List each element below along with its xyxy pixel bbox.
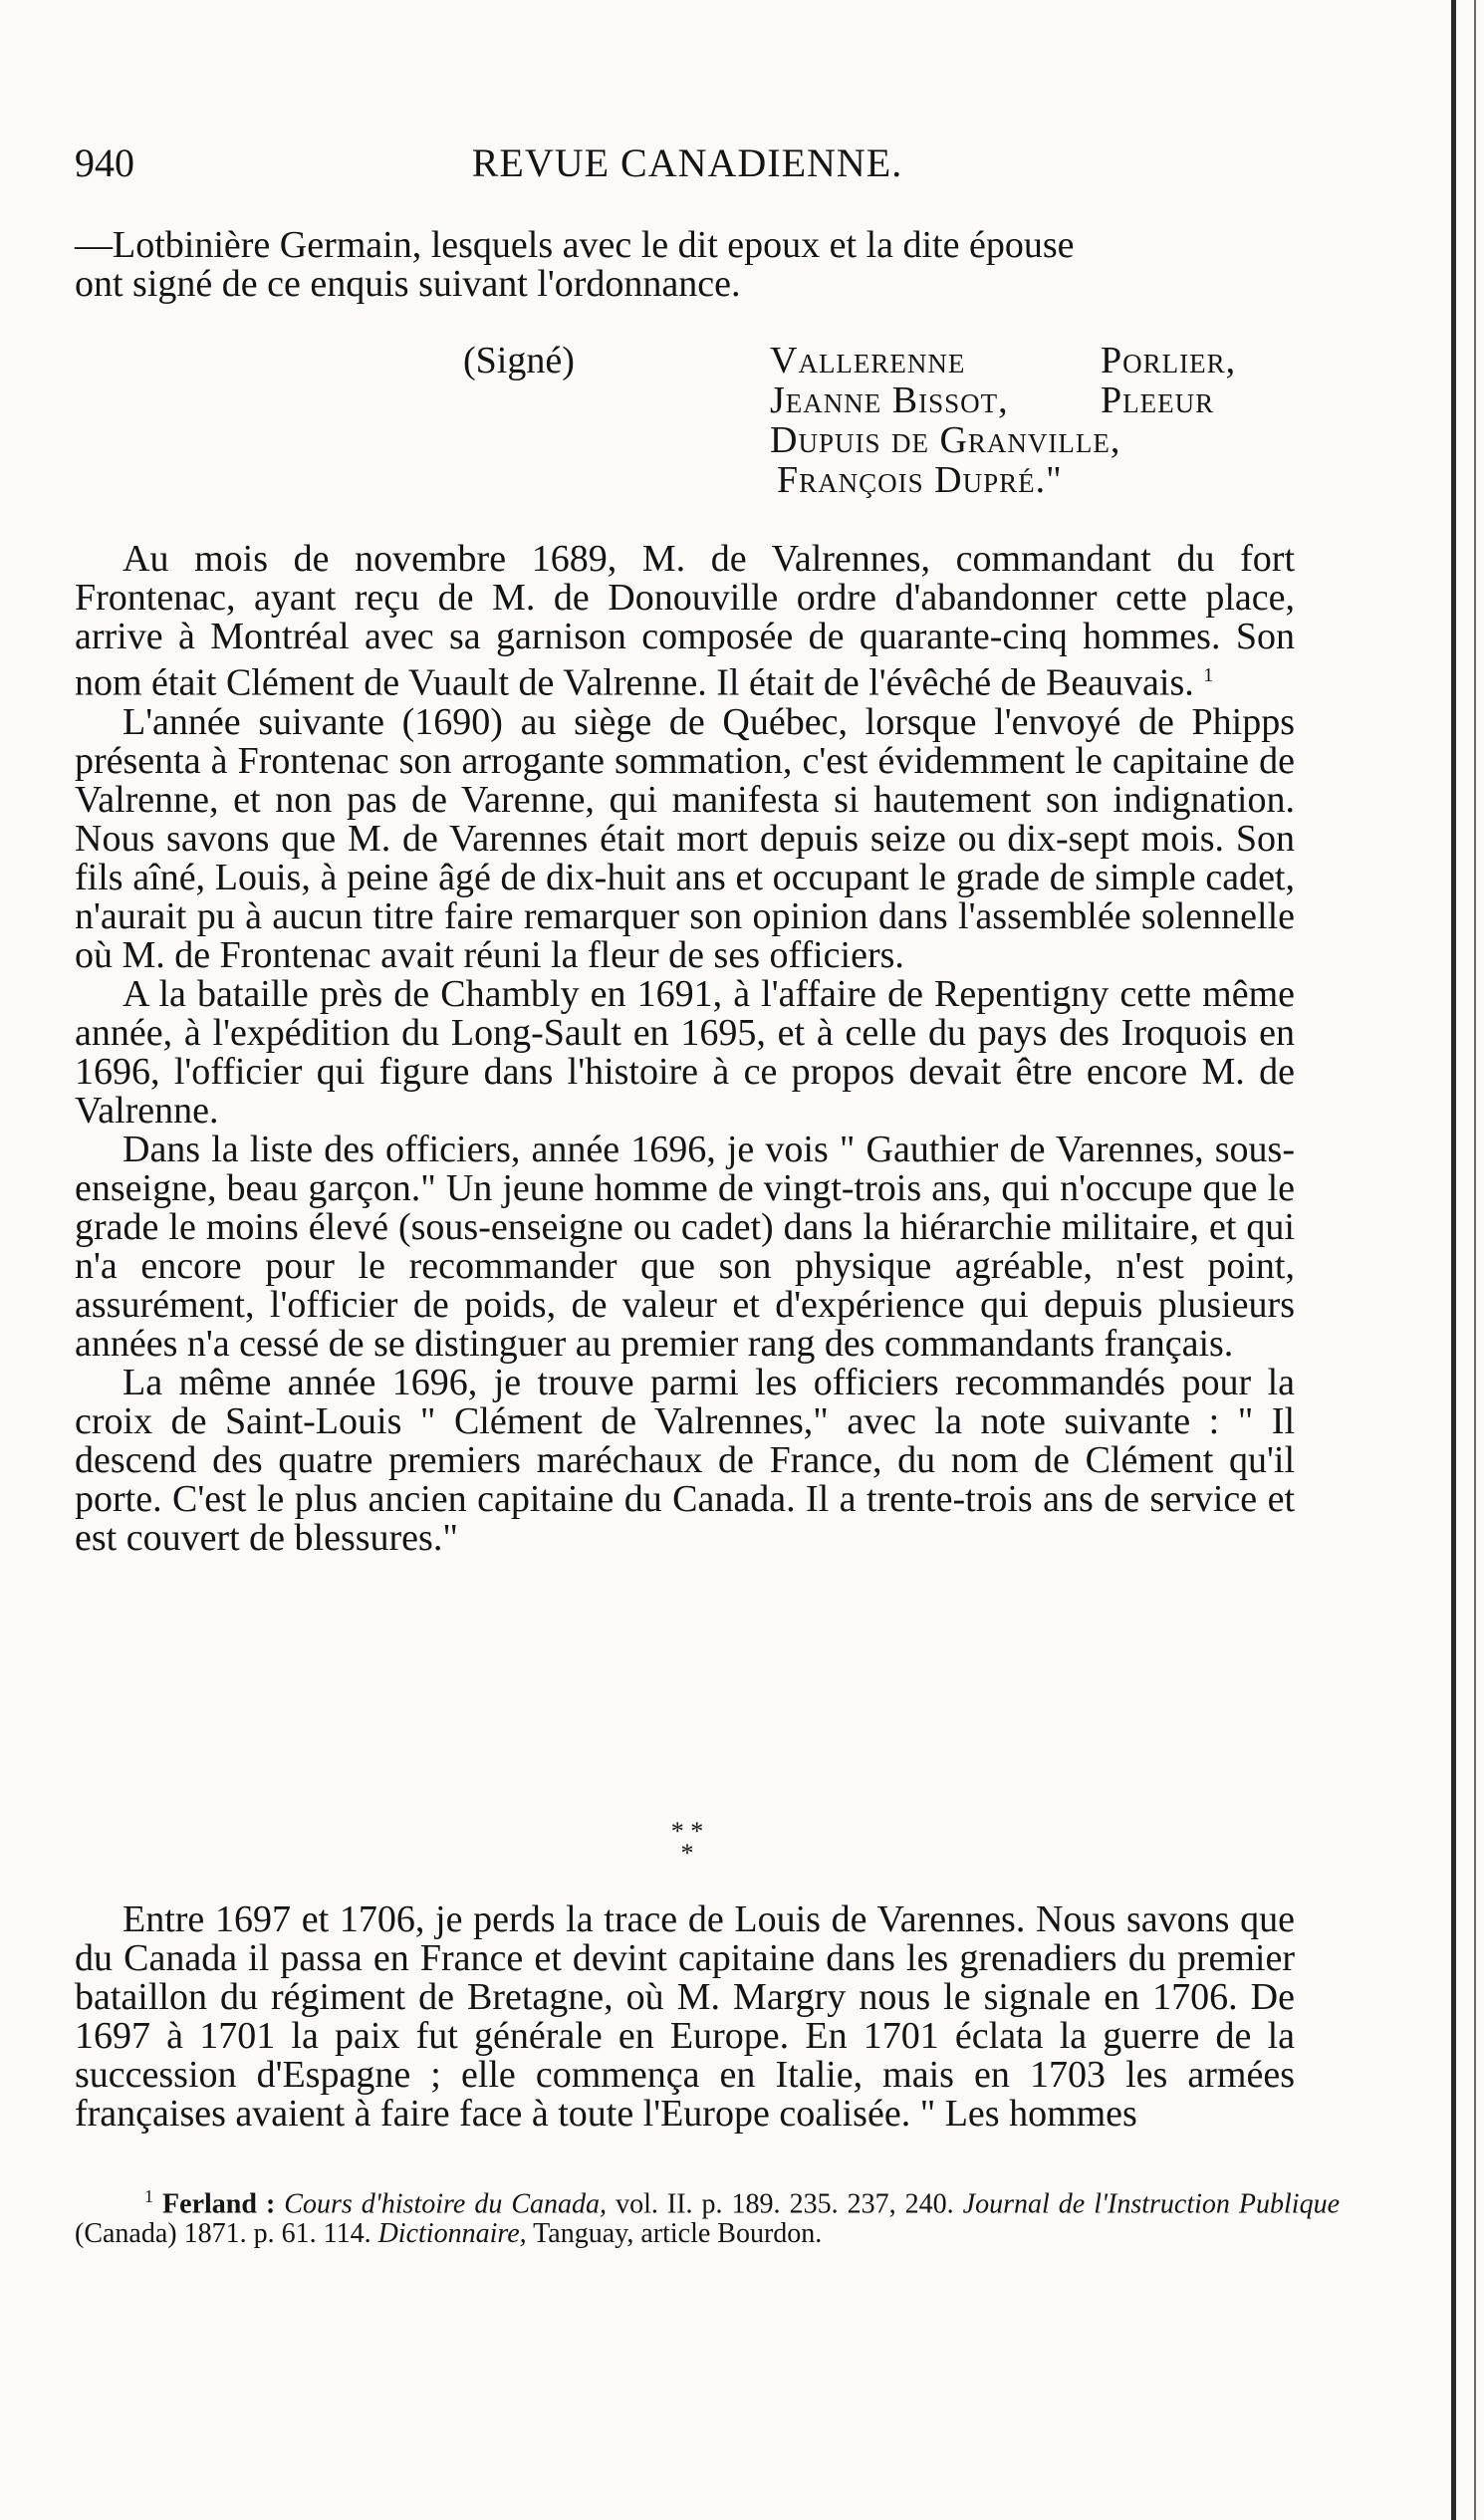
paragraph-2: L'année suivante (1690) au siège de Québec, lorsque l'envoyé de Phipps présenta à Frontenac son arrogante sommation, c'est évidemment le capitaine de Valrenne, et non pas de Varenne, qui manifesta si hautement son indignation. Nous savons que M. de Varennes était mort depuis seize ou dix-sept mois. Son fils aîné, Louis, à peine âgé de dix-huit ans et occupant le grade de simple cadet, n'aurait pu à aucun titre faire remarquer son opinion dans l'assemblée solennelle où M. de Frontenac avait réuni la fleur de ses officiers. [75, 700, 1295, 976]
footnote-title-3: Dictionnaire, [377, 2218, 527, 2250]
signatory-francois-dupre: François Dupré." [777, 459, 1063, 501]
page-edge-shadow [1451, 0, 1456, 2520]
running-title: REVUE CANADIENNE. [471, 140, 903, 185]
separator-stars-bottom: * [680, 1839, 694, 1868]
paragraph-3: A la bataille près de Chambly en 1691, à l'affaire de Repentigny cette même année, à l'expédition du Long-Sault en 1695, et à celle du pays des Iroquois en 1696, l'officier qui figure dans l'histoire à ce propos devait être encore M. de Valrenne. [75, 972, 1295, 1132]
page-number: 940 [75, 140, 134, 185]
footnote [75, 2181, 1340, 2249]
footnote-ref: 1 [1203, 664, 1214, 686]
signatory-dupuis-de-granville: Dupuis de Granville, [770, 419, 1121, 461]
paragraph-1 [75, 540, 1295, 703]
body-section-1 [75, 540, 1295, 1558]
body-section-2 [75, 1900, 1295, 2134]
footnote-ref-3: Tanguay, article Bourdon. [533, 2218, 823, 2250]
separator-stars-top: * * [670, 1817, 704, 1846]
footnote-ref-2: (Canada) 1871. p. 61. 114. [75, 2218, 371, 2250]
signatory-jeanne-bissot: Jeanne Bissot, [770, 379, 1009, 421]
opening-text [75, 226, 1295, 304]
paragraph-5: La même année 1696, je trouve parmi les officiers recommandés pour la croix de Saint-Louis " Clément de Valrennes," avec la note suivante : " Il descend des quatre premiers maréchaux de France, du nom de Clément qu'il porte. C'est le plus ancien capitaine du Canada. Il a trente-trois ans de service et est couvert de blessures." [75, 1361, 1295, 1559]
footnote-ref-1: vol. II. p. 189. 235. 237, 240. [616, 2188, 954, 2220]
footnote-author: Ferland : [162, 2188, 276, 2220]
page-edge-line [1474, 0, 1476, 2520]
opening-line-2: ont signé de ce enquis suivant l'ordonnance. [75, 263, 741, 305]
footnote-title-2: Journal de l'Instruction Publique [962, 2188, 1341, 2220]
section-separator [637, 1817, 737, 1868]
page-header [75, 139, 1300, 199]
opening-line-1: —Lotbinière Germain, lesquels avec le dit epoux et la dite épouse [75, 224, 1075, 266]
signature-label: (Signé) [463, 340, 575, 381]
footnote-mark: 1 [144, 2186, 153, 2206]
footnote-title-1: Cours d'histoire du Canada, [284, 2188, 608, 2220]
footnote-text [75, 2181, 1340, 2249]
paragraph-6: Entre 1697 et 1706, je perds la trace de Louis de Varennes. Nous savons que du Canada il passa en France et devint capitaine dans les grenadiers du premier bataillon du régiment de Bretagne, où M. Margry nous le signale en 1706. De 1697 à 1701 la paix fut générale en Europe. En 1701 éclata la guerre de la succession d'Espagne ; elle commença en Italie, mais en 1703 les armées françaises avaient à faire face à toute l'Europe coalisée. " Les hommes [75, 1898, 1295, 2135]
signatory-vallerenne: Vallerenne [770, 340, 966, 381]
paragraph-1-text: Au mois de novembre 1689, M. de Valrennes, commandant du fort Frontenac, ayant reçu de M. de Donouville ordre d'abandonner cette place, arrive à Montréal avec sa garnison composée de quarante-cinq hommes. Son nom était Clément de Vuault de Valrenne. Il était de l'évêché de Beauvais. [75, 538, 1295, 704]
paragraph-4: Dans la liste des officiers, année 1696, je vois " Gauthier de Varennes, sous-enseigne, beau garçon." Un jeune homme de vingt-trois ans, qui n'occupe que le grade le moins élevé (sous-enseigne ou cadet) dans la hiérarchie militaire, et qui n'a encore pour le recommander que son physique agréable, n'est point, assurément, l'officier de poids, de valeur et d'expérience qui depuis plusieurs années n'a cessé de se distinguer au premier rang des commandants français. [75, 1128, 1295, 1365]
signatory-pleeur: Pleeur [1101, 379, 1215, 421]
signatory-porlier: Porlier, [1101, 340, 1237, 381]
